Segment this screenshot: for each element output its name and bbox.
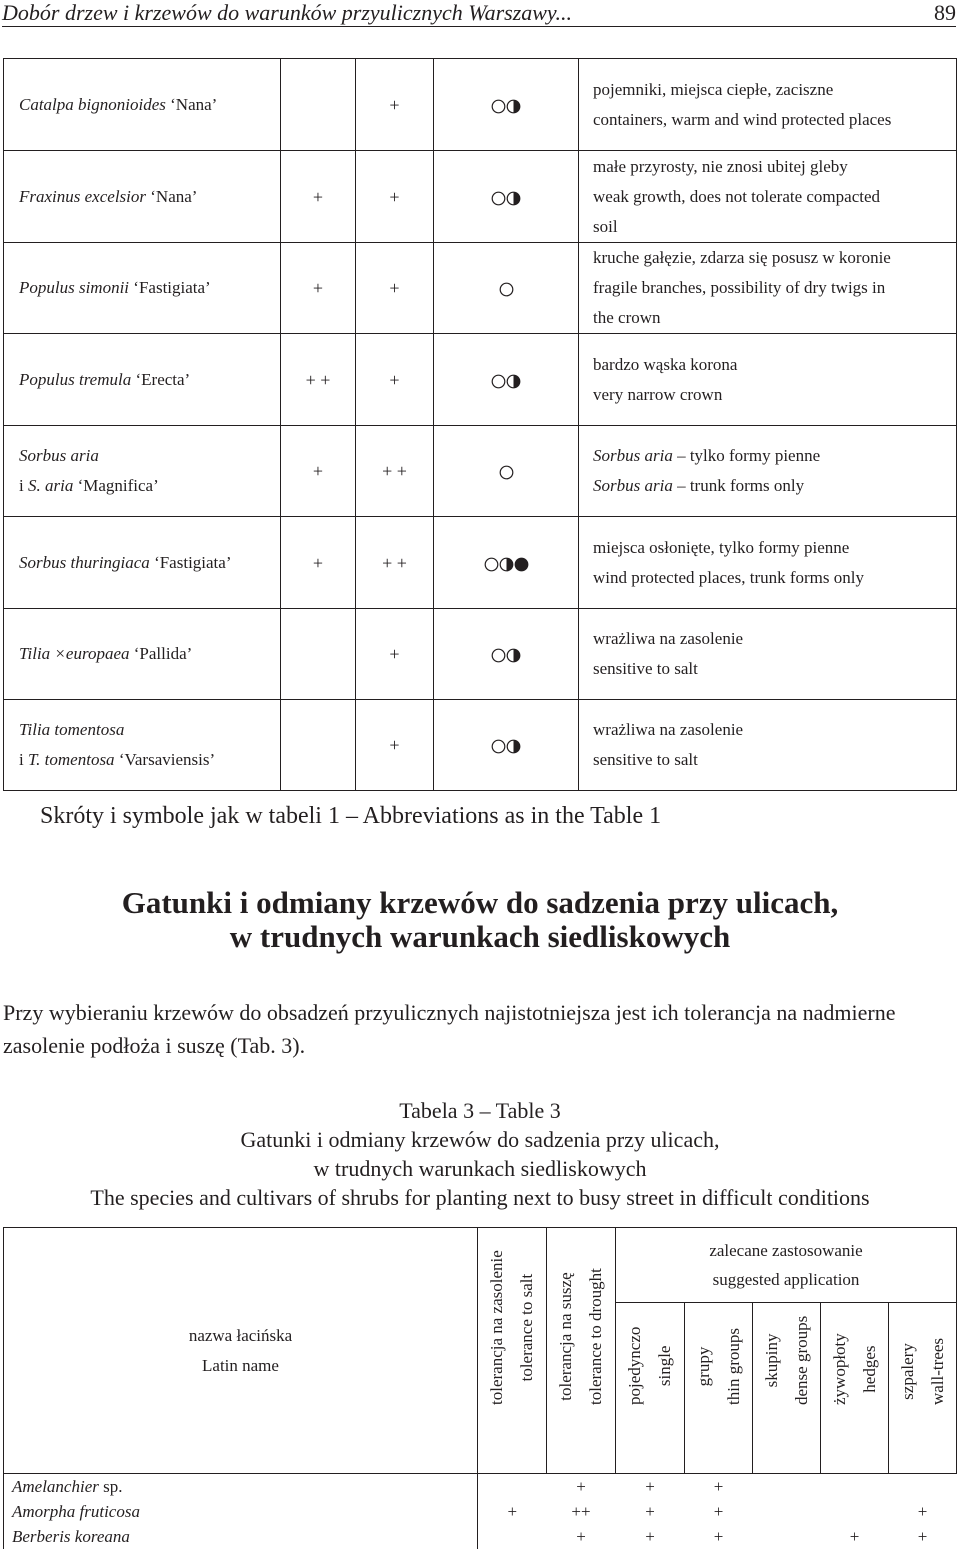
species-latin-2: S. aria <box>27 476 74 495</box>
drought-tolerance-cell: + <box>356 334 434 426</box>
running-title: Dobór drzew i krzewów do warunków przyulicznych Warszawy... <box>2 0 572 25</box>
light-requirement-cell <box>434 700 579 791</box>
remark-species: Sorbus aria <box>593 446 673 465</box>
thin-cell: + <box>713 1502 724 1521</box>
remark-line-2: sensitive to salt <box>593 750 698 769</box>
salt-tolerance-cell <box>281 700 356 791</box>
conjunction: i <box>19 750 28 769</box>
full-sun-icon <box>499 282 514 297</box>
salt-tolerance-header <box>478 1228 547 1474</box>
wall-cell <box>889 1474 957 1500</box>
species-name <box>19 715 280 745</box>
single-header-en: single <box>655 1345 674 1387</box>
table-row <box>4 59 957 151</box>
species-name-cell <box>4 59 281 151</box>
cultivar-name: ‘Fastigiata’ <box>129 278 211 297</box>
drought-cell: + <box>547 1474 616 1500</box>
cultivar-name: ‘Nana’ <box>146 186 198 206</box>
shrub-latin: Amelanchier <box>12 1477 99 1496</box>
full-sun-icon <box>491 99 506 114</box>
full-sun-icon <box>484 557 499 572</box>
hedges-header-pl: żywopłoty <box>829 1333 849 1405</box>
thin-groups-header-en: thin groups <box>723 1328 743 1405</box>
salt-tolerance-cell <box>281 59 356 151</box>
drought-tolerance-cell: + + <box>356 517 434 609</box>
hedge-cell: + <box>849 1527 860 1546</box>
drought-tolerance-cell: + <box>356 243 434 334</box>
table-row <box>4 1474 957 1500</box>
cultivar-name: ‘Pallida’ <box>129 644 193 663</box>
full-sun-icon <box>491 374 506 389</box>
table-row <box>4 1524 957 1549</box>
table-row <box>4 243 957 334</box>
single-header <box>616 1303 685 1474</box>
species-latin: Populus tremula <box>19 369 132 389</box>
light-requirement-cell <box>434 334 579 426</box>
species-latin: Populus simonii <box>19 278 130 297</box>
species-name <box>19 182 280 212</box>
drought-tolerance-cell: + <box>356 59 434 151</box>
half-shade-icon <box>499 557 514 572</box>
salt-cell <box>478 1524 547 1549</box>
table-row <box>4 517 957 609</box>
half-shade-icon <box>506 191 521 206</box>
species-name-line-2 <box>19 745 280 775</box>
species-latin: Fraxinus excelsior <box>19 186 146 206</box>
shrub-suffix: sp. <box>98 1477 123 1496</box>
remark-line-1: miejsca osłonięte, tylko formy pienne <box>593 537 850 557</box>
latin-name-header <box>4 1228 478 1474</box>
species-name-cell <box>4 700 281 791</box>
thin-groups-header-pl: grupy <box>693 1346 713 1387</box>
dense-groups-header-pl: skupiny <box>761 1333 781 1388</box>
remark-line-1: małe przyrosty, nie znosi ubitej gleby <box>593 156 848 176</box>
full-sun-icon <box>491 191 506 206</box>
suggested-application-header <box>616 1228 957 1303</box>
remark-line-2: containers, warm and wind protected places <box>593 109 892 129</box>
remark-line-1: pojemniki, miejsca ciepłe, zaciszne <box>593 79 834 99</box>
dense-cell <box>753 1474 821 1500</box>
half-shade-icon <box>506 99 521 114</box>
remark-line-2: fragile branches, possibility of dry twigs in <box>593 278 886 297</box>
species-latin-2: T. tomentosa <box>27 750 115 769</box>
section-heading-line-1: Gatunki i odmiany krzewów do sadzenia przy ulicach, <box>121 885 839 920</box>
caption-line-3: w trudnych warunkach siedliskowych <box>313 1156 647 1181</box>
remark-line-1 <box>593 441 956 471</box>
species-name-cell <box>4 517 281 609</box>
caption-line-1: Tabela 3 – Table 3 <box>399 1098 561 1123</box>
remark-line-2: wind protected places, trunk forms only <box>593 567 864 587</box>
salt-header-pl: tolerancja na zasolenie <box>487 1250 506 1405</box>
remarks-cell <box>579 334 957 426</box>
table-row <box>4 426 957 517</box>
remarks-cell <box>579 243 957 334</box>
species-name <box>19 639 280 669</box>
cultivar-name-2: ‘Varsaviensis’ <box>114 750 216 769</box>
wall-cell: + <box>917 1527 928 1546</box>
half-shade-icon <box>506 648 521 663</box>
drought-tolerance-header <box>547 1228 616 1474</box>
table-row <box>4 609 957 700</box>
shrub-latin: Amorpha fruticosa <box>12 1502 140 1521</box>
species-latin: Tilia ×europaea <box>19 644 130 663</box>
remark-line-1: wrażliwa na zasolenie <box>593 720 744 739</box>
table-3-caption <box>0 1096 960 1212</box>
species-name-cell <box>4 334 281 426</box>
cultivar-name-2: ‘Magnifica’ <box>73 476 159 495</box>
dense-cell <box>753 1524 821 1549</box>
salt-tolerance-cell: + <box>281 426 356 517</box>
hedges-header <box>821 1303 889 1474</box>
application-header-en: suggested application <box>712 1270 860 1289</box>
table-row <box>4 151 957 243</box>
species-name-cell <box>4 426 281 517</box>
salt-tolerance-cell: + <box>281 243 356 334</box>
drought-cell: + <box>576 1527 586 1546</box>
application-header-pl: zalecane zastosowanie <box>709 1241 863 1260</box>
half-shade-icon <box>506 374 521 389</box>
shrub-name-cell <box>4 1499 478 1524</box>
remark-line-1: kruche gałęzie, zdarza się posusz w koronie <box>593 248 891 267</box>
species-name-cell <box>4 243 281 334</box>
table-3 <box>3 1227 957 1549</box>
drought-header-en: tolerance to drought <box>586 1268 605 1405</box>
half-shade-icon <box>506 739 521 754</box>
remarks-cell <box>579 426 957 517</box>
remark-line-3: the crown <box>593 308 661 327</box>
dense-groups-header <box>753 1303 821 1474</box>
hedge-cell <box>821 1474 889 1500</box>
single-cell: + <box>616 1474 685 1500</box>
caption-line-2: Gatunki i odmiany krzewów do sadzenia przy ulicach, <box>240 1127 720 1152</box>
light-requirement-cell <box>434 609 579 700</box>
cultivar-name: ‘Fastigiata’ <box>149 552 232 572</box>
remark-line-1: wrażliwa na zasolenie <box>593 629 744 648</box>
shrub-name-cell <box>4 1524 478 1549</box>
remark-text: – tylko formy pienne <box>672 446 821 465</box>
cultivar-name: ‘Erecta’ <box>131 369 191 389</box>
remark-line-2: sensitive to salt <box>593 659 698 678</box>
remark-text: – trunk forms only <box>672 476 805 495</box>
wall-trees-header-en: wall-trees <box>927 1337 947 1405</box>
species-name-cell <box>4 609 281 700</box>
remarks-cell <box>579 700 957 791</box>
remarks-cell <box>579 517 957 609</box>
remark-line-3: soil <box>593 216 618 236</box>
species-latin: Sorbus aria <box>19 446 99 465</box>
species-name <box>19 90 280 120</box>
drought-tolerance-cell: + <box>356 151 434 243</box>
remarks-cell <box>579 59 957 151</box>
full-sun-icon <box>491 648 506 663</box>
table-row <box>4 1499 957 1524</box>
species-name <box>19 548 280 578</box>
species-latin: Tilia tomentosa <box>19 720 125 739</box>
dense-cell <box>753 1499 821 1524</box>
thin-cell: + <box>713 1527 724 1546</box>
species-name <box>19 365 280 395</box>
running-header <box>2 0 956 27</box>
remark-line-2: very narrow crown <box>593 384 723 404</box>
table-row <box>4 700 957 791</box>
section-heading-line-2: w trudnych warunkach siedliskowych <box>229 919 731 954</box>
drought-tolerance-cell: + + <box>356 426 434 517</box>
table-2-continued <box>3 58 957 791</box>
shrub-name-cell <box>4 1474 478 1500</box>
abbreviations-note: Skróty i symbole jak w tabeli 1 – Abbreviations as in the Table 1 <box>40 803 662 829</box>
latin-name-header-en: Latin name <box>202 1355 279 1375</box>
wall-trees-header-pl: szpalery <box>897 1343 917 1400</box>
single-cell: + <box>645 1502 655 1521</box>
light-requirement-cell <box>434 151 579 243</box>
salt-tolerance-cell: + <box>281 151 356 243</box>
shrub-latin: Berberis koreana <box>12 1527 130 1546</box>
remark-line-2 <box>593 471 956 501</box>
light-requirement-cell <box>434 243 579 334</box>
species-name-line-2 <box>19 471 280 501</box>
remark-line-1: bardzo wąska korona <box>593 354 738 374</box>
drought-cell: ++ <box>571 1502 591 1521</box>
hedge-cell <box>821 1499 889 1524</box>
wall-cell: + <box>917 1502 928 1521</box>
species-latin: Catalpa bignonioides <box>19 94 166 114</box>
light-requirement-cell <box>434 517 579 609</box>
drought-tolerance-cell: + <box>356 609 434 700</box>
species-name-cell <box>4 151 281 243</box>
thin-groups-header <box>685 1303 753 1474</box>
full-shade-icon <box>514 557 529 572</box>
conjunction: i <box>19 476 28 495</box>
wall-trees-header <box>889 1303 957 1474</box>
remarks-cell <box>579 151 957 243</box>
species-name <box>19 273 280 303</box>
light-requirement-cell <box>434 59 579 151</box>
thin-cell: + <box>685 1474 753 1500</box>
full-sun-icon <box>491 739 506 754</box>
drought-tolerance-cell: + <box>356 700 434 791</box>
body-paragraph: Przy wybieraniu krzewów do obsadzeń przyulicznych najistotniejsza jest ich tolerancja na nadmierne zasolenie podłoża i suszę (Tab. 3). <box>3 1000 896 1058</box>
dense-groups-header-en: dense groups <box>791 1315 811 1405</box>
table-row <box>4 334 957 426</box>
latin-name-header-pl: nazwa łacińska <box>188 1325 293 1345</box>
hedges-header-en: hedges <box>859 1345 879 1393</box>
full-sun-icon <box>499 465 514 480</box>
caption-line-4: The species and cultivars of shrubs for planting next to busy street in difficult conditions <box>90 1185 870 1210</box>
remark-line-2: weak growth, does not tolerate compacted <box>593 186 881 206</box>
species-name <box>19 441 280 471</box>
salt-cell: + <box>507 1502 518 1521</box>
salt-tolerance-cell: + + <box>281 334 356 426</box>
single-cell: + <box>645 1527 655 1546</box>
cultivar-name: ‘Nana’ <box>165 94 218 114</box>
page-number: 89 <box>934 0 956 25</box>
single-header-pl: pojedynczo <box>625 1326 644 1405</box>
light-requirement-cell <box>434 426 579 517</box>
salt-tolerance-cell <box>281 609 356 700</box>
remark-species: Sorbus aria <box>593 476 673 495</box>
section-heading <box>0 886 960 954</box>
salt-cell <box>478 1474 547 1500</box>
remarks-cell <box>579 609 957 700</box>
salt-header-en: tolerance to salt <box>517 1273 536 1382</box>
salt-tolerance-cell: + <box>281 517 356 609</box>
species-latin: Sorbus thuringiaca <box>19 552 150 572</box>
drought-header-pl: tolerancja na suszę <box>556 1272 575 1401</box>
